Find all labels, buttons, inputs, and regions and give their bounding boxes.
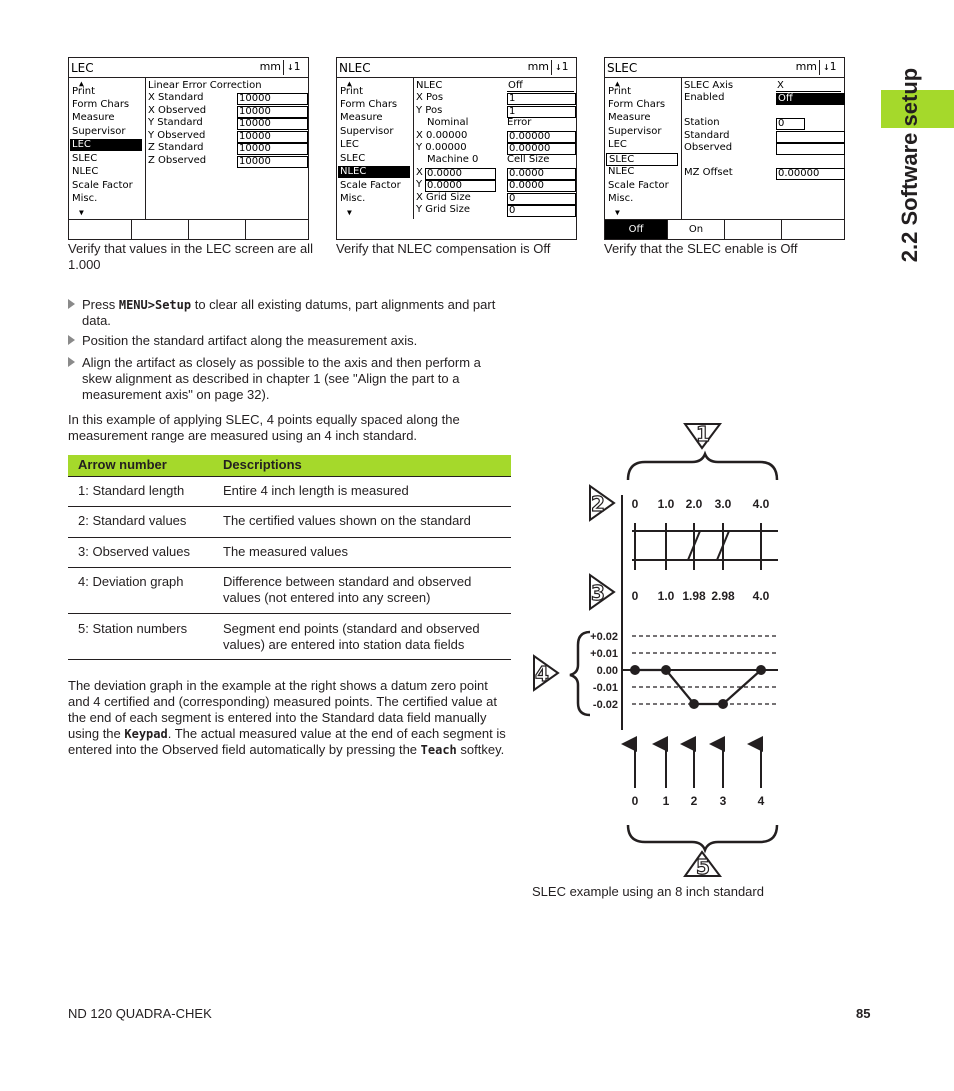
screen-title: LEC — [71, 61, 94, 75]
x-cell-size-field[interactable]: 0.0000 — [507, 168, 576, 180]
menu-item-supervisor[interactable]: Supervisor — [608, 126, 662, 137]
deviation-point — [689, 699, 699, 709]
cell-size-label: Cell Size — [507, 154, 550, 165]
menu-item-slec[interactable]: SLEC — [606, 153, 678, 166]
softkey-bar — [605, 219, 844, 239]
deviation-label: -0.01 — [592, 682, 618, 694]
field-label: Y Standard — [148, 117, 203, 128]
nlec-label: NLEC — [416, 80, 443, 91]
deviation-point — [756, 665, 766, 675]
observed-label: Observed — [684, 142, 733, 153]
menu-item-supervisor[interactable]: Supervisor — [340, 126, 394, 137]
slec-screen — [604, 57, 845, 240]
x-machine-prefix: X — [416, 167, 423, 178]
x-pos-label: X Pos — [416, 92, 444, 103]
menu-down-arrow-icon[interactable]: ▼ — [347, 208, 352, 217]
callout-4 — [534, 656, 558, 690]
menu-item-lec[interactable]: LEC — [608, 139, 627, 150]
z-standard-field[interactable]: 10000 — [237, 143, 308, 155]
standard-field[interactable] — [776, 131, 845, 143]
slec-axis-label: SLEC Axis — [684, 80, 734, 91]
field-label: Y Observed — [148, 130, 206, 141]
code-menu-setup: MENU>Setup — [118, 298, 192, 312]
svg-text:5: 5 — [696, 855, 710, 879]
off-softkey[interactable]: Off — [605, 220, 668, 239]
observed-value-label: 1.98 — [682, 589, 706, 603]
deviation-paragraph: The deviation graph in the example at the right shows a datum zero point and 4 certified and (corresponding) measured points. The certified value at the end of each segment is entered into the Standard data field manually using the Keypad. The actual measured value at the end of each segment is entered into the Observed field automatically by pressing the Teach softkey. — [68, 678, 506, 757]
intro-paragraph: In this example of applying SLEC, 4 points equally spaced along the measurement range are measured using an 4 inch standard. — [68, 412, 460, 443]
unit-indicator: mm — [795, 60, 820, 75]
machine-zero-label: Machine 0 — [427, 154, 479, 165]
standard-value-label: 1.0 — [657, 497, 675, 511]
y-pos-field[interactable]: 1 — [507, 106, 576, 118]
unit-indicator: mm — [259, 60, 284, 75]
table-header — [68, 455, 511, 476]
svg-text:1: 1 — [696, 422, 710, 446]
menu-item-scale-factor[interactable]: Scale Factor — [608, 180, 669, 191]
y-standard-field[interactable]: 10000 — [237, 118, 308, 130]
row-divider — [68, 613, 511, 614]
menu-item-nlec[interactable]: NLEC — [338, 166, 410, 178]
menu-down-arrow-icon[interactable]: ▼ — [615, 208, 620, 217]
station-label: Station — [684, 117, 720, 128]
softkey-4[interactable] — [782, 220, 842, 239]
row-divider — [68, 537, 511, 538]
station-labels — [632, 794, 765, 808]
y-nominal-value: Y 0.00000 — [416, 142, 467, 153]
callout-2 — [590, 486, 614, 520]
deviation-labels — [590, 631, 618, 711]
bullet-1: Press MENU>Setup to clear all existing datums, part alignments and part data. — [82, 297, 496, 328]
table-cell: Segment end points (standard and observed values) are entered into station data fields — [223, 621, 480, 652]
mz-offset-label: MZ Offset — [684, 167, 733, 178]
menu-item-measure[interactable]: Measure — [608, 112, 651, 123]
y-grid-size-label: Y Grid Size — [416, 204, 470, 215]
deviation-point — [630, 665, 640, 675]
axis-icon: ↓1 — [823, 60, 837, 73]
observed-value-label: 2.98 — [711, 589, 735, 603]
menu-item-misc[interactable]: Misc. — [608, 193, 634, 204]
y-grid-size-field[interactable]: 0 — [507, 205, 576, 217]
lec-caption: Verify that values in the LEC screen are all 1.000 — [68, 241, 313, 272]
observed-field[interactable] — [776, 143, 845, 155]
menu-item-supervisor[interactable]: Supervisor — [72, 126, 126, 137]
standard-value-label: 2.0 — [685, 497, 703, 511]
table-cell: 5: Station numbers — [78, 621, 188, 636]
deviation-point — [718, 699, 728, 709]
standard-value-label: 4.0 — [752, 497, 770, 511]
slec-caption: Verify that the SLEC enable is Off — [604, 241, 798, 256]
y-error-field[interactable]: 0.00000 — [507, 143, 576, 155]
deviation-label: +0.01 — [590, 648, 618, 660]
menu-item-nlec[interactable]: NLEC — [72, 166, 99, 177]
menu-down-arrow-icon[interactable]: ▼ — [79, 208, 84, 217]
observed-value-label: 4.0 — [752, 589, 770, 603]
menu-item-measure[interactable]: Measure — [340, 112, 383, 123]
menu-up-arrow-icon[interactable]: ▲ — [347, 79, 352, 88]
softkey-3[interactable] — [725, 220, 782, 239]
y-machine-prefix: Y — [416, 179, 423, 190]
unit-indicator: mm — [527, 60, 552, 75]
field-label: Z Standard — [148, 142, 204, 153]
lec-header: Linear Error Correction — [148, 80, 262, 91]
deviation-label: -0.02 — [592, 699, 618, 711]
mz-offset-field[interactable]: 0.00000 — [776, 168, 845, 180]
screen-title: SLEC — [607, 61, 638, 75]
nominal-label: Nominal — [427, 117, 469, 128]
menu-item-form-chars[interactable]: Form Chars — [72, 99, 130, 110]
header-arrow-number: Arrow number — [78, 457, 167, 472]
x-nominal-value: X 0.00000 — [416, 130, 468, 141]
station-field[interactable]: 0 — [776, 118, 805, 130]
menu-item-slec[interactable]: SLEC — [340, 153, 366, 164]
menu-up-arrow-icon[interactable]: ▲ — [615, 79, 620, 88]
x-pos-field[interactable]: 1 — [507, 93, 576, 105]
figure-caption: SLEC example using an 8 inch standard — [532, 884, 764, 899]
nlec-caption: Verify that NLEC compensation is Off — [336, 241, 551, 256]
row-divider — [68, 506, 511, 507]
station-number-label: 1 — [662, 794, 670, 808]
y-observed-field[interactable]: 10000 — [237, 131, 308, 143]
standard-value-label: 3.0 — [714, 497, 732, 511]
slec-axis-field[interactable]: X — [776, 81, 841, 92]
bullet-arrow-icon — [68, 299, 75, 309]
softkey-bar — [69, 219, 308, 239]
nlec-menu — [337, 78, 414, 219]
softkey-4[interactable] — [246, 220, 306, 239]
svg-text:2: 2 — [591, 492, 605, 516]
menu-item-form-chars[interactable]: Form Chars — [340, 99, 398, 110]
callout-1 — [685, 422, 720, 448]
x-machine-zero-field[interactable]: 0.0000 — [425, 168, 496, 180]
y-machine-zero-field[interactable]: 0.0000 — [425, 180, 496, 192]
menu-item-misc[interactable]: Misc. — [72, 193, 98, 204]
callout-3 — [590, 575, 614, 609]
standard-value-label: 0 — [631, 497, 639, 511]
slec-diagram — [520, 410, 820, 885]
nlec-screen — [336, 57, 577, 240]
slec-enabled-field[interactable]: Off — [776, 93, 845, 105]
x-grid-size-field[interactable]: 0 — [507, 193, 576, 205]
lec-menu — [69, 78, 146, 219]
table-cell: Difference between standard and observed values (not entered into any screen) — [223, 574, 472, 605]
section-title: 2.2 Software setup — [897, 67, 922, 263]
station-number-label: 2 — [690, 794, 698, 808]
deviation-point — [661, 665, 671, 675]
softkey-2[interactable] — [132, 220, 189, 239]
softkey-1[interactable] — [69, 220, 132, 239]
standard-labels — [632, 497, 770, 511]
code-keypad: Keypad — [124, 727, 168, 741]
on-softkey[interactable]: On — [668, 220, 725, 239]
error-label: Error — [507, 117, 532, 128]
table-cell: 2: Standard values — [78, 513, 187, 528]
deviation-brace — [570, 632, 590, 715]
deviation-label: 0.00 — [596, 665, 618, 677]
table-cell: Entire 4 inch length is measured — [223, 483, 409, 498]
menu-item-print[interactable]: Print — [608, 86, 632, 97]
station-arrows — [635, 744, 761, 788]
x-grid-size-label: X Grid Size — [416, 192, 471, 203]
bullet-arrow-icon — [68, 335, 75, 345]
table-cell: 1: Standard length — [78, 483, 185, 498]
station-number-label: 3 — [719, 794, 727, 808]
observed-value-label: 0 — [631, 589, 639, 603]
row-divider — [68, 476, 511, 477]
menu-item-form-chars[interactable]: Form Chars — [608, 99, 666, 110]
menu-item-print[interactable]: Print — [340, 86, 364, 97]
menu-item-lec[interactable]: LEC — [340, 139, 359, 150]
menu-up-arrow-icon[interactable]: ▲ — [79, 79, 84, 88]
axis-icon: ↓1 — [555, 60, 569, 73]
x-observed-field[interactable]: 10000 — [237, 106, 308, 118]
screen-title: NLEC — [339, 61, 371, 75]
axis-icon: ↓1 — [287, 60, 301, 73]
bullet-arrow-icon — [68, 357, 75, 367]
slec-menu — [605, 78, 682, 219]
row-divider — [68, 659, 511, 660]
z-observed-field[interactable]: 10000 — [237, 156, 308, 168]
lec-screen — [68, 57, 309, 240]
field-label: X Standard — [148, 92, 204, 103]
bullet-2: Position the standard artifact along the measurement axis. — [82, 333, 418, 348]
menu-item-scale-factor[interactable]: Scale Factor — [72, 180, 133, 191]
svg-text:4: 4 — [535, 662, 549, 686]
observed-labels — [632, 589, 770, 603]
menu-item-nlec[interactable]: NLEC — [608, 166, 635, 177]
station-number-label: 4 — [757, 794, 765, 808]
bottom-brace — [628, 825, 777, 850]
callout-5 — [685, 852, 720, 879]
softkey-3[interactable] — [189, 220, 246, 239]
code-teach: Teach — [420, 743, 457, 757]
table-cell: The certified values shown on the standard — [223, 513, 471, 528]
menu-item-lec[interactable]: LEC — [70, 139, 142, 151]
enabled-label: Enabled — [684, 92, 725, 103]
page-number: 85 — [856, 1006, 871, 1021]
standard-label: Standard — [684, 130, 730, 141]
bullet-3: Align the artifact as closely as possible to the axis and then perform a skew alignment as described in chapter 1 (see "Align the part to a measurement axis" on page 32). — [82, 355, 481, 402]
deviation-label: +0.02 — [590, 631, 618, 643]
y-cell-size-field[interactable]: 0.0000 — [507, 180, 576, 192]
station-number-label: 0 — [631, 794, 639, 808]
menu-item-scale-factor[interactable]: Scale Factor — [340, 180, 401, 191]
x-standard-field[interactable]: 10000 — [237, 93, 308, 105]
menu-item-print[interactable]: Print — [72, 86, 96, 97]
header-descriptions: Descriptions — [223, 457, 302, 472]
row-divider — [68, 567, 511, 568]
table-cell: 3: Observed values — [78, 544, 191, 559]
menu-item-slec[interactable]: SLEC — [72, 153, 98, 164]
top-brace — [628, 454, 777, 480]
y-pos-label: Y Pos — [416, 105, 443, 116]
field-label: Z Observed — [148, 155, 207, 166]
menu-item-measure[interactable]: Measure — [72, 112, 115, 123]
x-error-field[interactable]: 0.00000 — [507, 131, 576, 143]
footer-title: ND 120 QUADRA-CHEK — [68, 1006, 212, 1021]
nlec-enable-field[interactable]: Off — [507, 81, 574, 92]
field-label: X Observed — [148, 105, 207, 116]
table-cell: 4: Deviation graph — [78, 574, 184, 589]
observed-value-label: 1.0 — [657, 589, 675, 603]
menu-item-misc[interactable]: Misc. — [340, 193, 366, 204]
table-cell: The measured values — [223, 544, 349, 559]
svg-text:3: 3 — [591, 581, 605, 605]
